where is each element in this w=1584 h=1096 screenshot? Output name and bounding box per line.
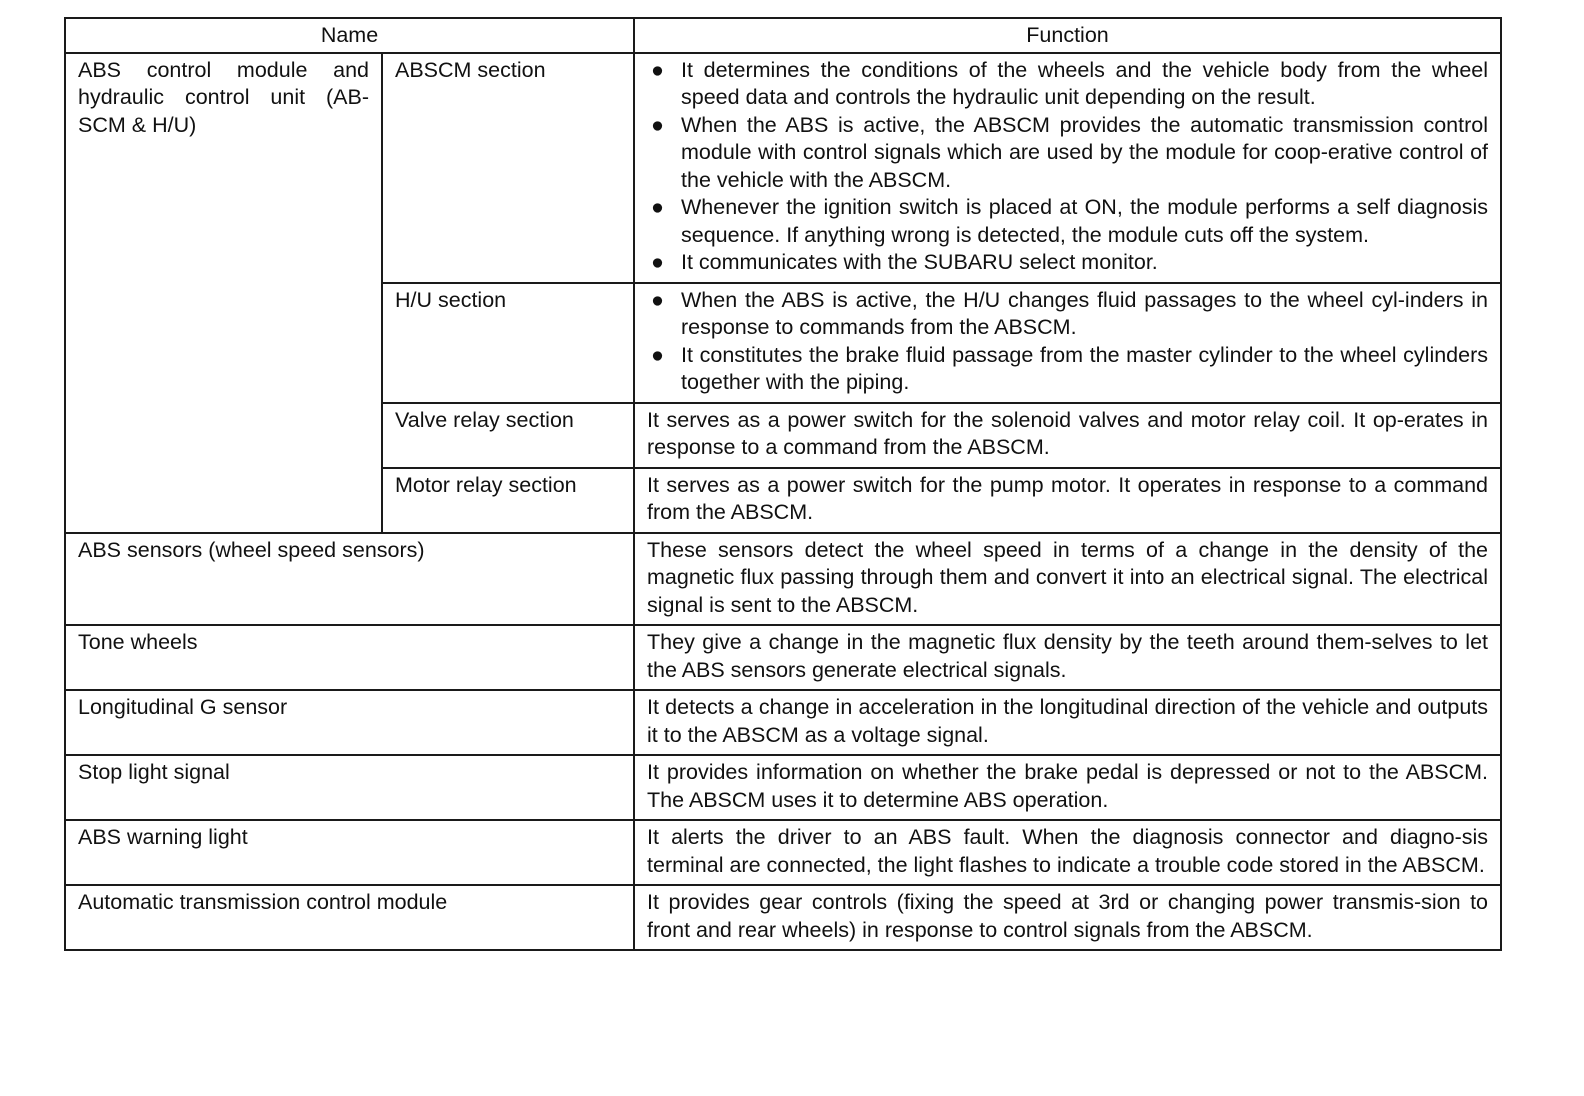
name-cell: Longitudinal G sensor [65, 690, 634, 755]
function-cell: It detects a change in acceleration in the longitudinal direction of the vehicle and outputs it to the ABSCM as a voltage signal. [634, 690, 1501, 755]
table-row [65, 533, 1501, 626]
name-cell: Stop light signal [65, 755, 634, 820]
function-cell: They give a change in the magnetic flux density by the teeth around them-selves to let the ABS sensors generate electrical signals. [634, 625, 1501, 690]
section-name-cell: Valve relay section [382, 403, 634, 468]
bullet-icon: ● [651, 250, 665, 274]
bullet-icon: ● [651, 112, 665, 137]
bullet-icon: ● [651, 287, 665, 312]
component-function-table [64, 17, 1502, 951]
table-row [65, 885, 1501, 950]
function-cell: These sensors detect the wheel speed in terms of a change in the density of the magnetic flux passing through them and convert it into an electrical signal. The electrical signal is sent to the ABSCM. [634, 533, 1501, 626]
table-row [65, 690, 1501, 755]
table-row [65, 53, 1501, 283]
name-column-header: Name [65, 18, 634, 53]
function-cell: It serves as a power switch for the pump motor. It operates in response to a command from the ABSCM. [634, 468, 1501, 533]
bullet-list [647, 57, 1488, 277]
name-cell: Tone wheels [65, 625, 634, 690]
bullet-item: ● It constitutes the brake fluid passage from the master cylinder to the wheel cylinders together with the piping. [651, 342, 1489, 394]
function-cell: It provides information on whether the brake pedal is depressed or not to the ABSCM. The ABSCM uses it to determine ABS operation. [634, 755, 1501, 820]
table-row [65, 755, 1501, 820]
name-cell: ABS warning light [65, 820, 634, 885]
function-cell: It alerts the driver to an ABS fault. When the diagnosis connector and diagno-sis terminal are connected, the light flashes to indicate a trouble code stored in the ABSCM. [634, 820, 1501, 885]
bullet-list [647, 287, 1488, 397]
bullet-icon: ● [651, 342, 665, 367]
table-row [65, 625, 1501, 690]
bullet-item: ● Whenever the ignition switch is placed at ON, the module performs a self diagnosis sequence. If anything wrong is detected, the module cuts off the system. [651, 195, 1489, 247]
name-cell: ABS sensors (wheel speed sensors) [65, 533, 634, 626]
bullet-item: ● It communicates with the SUBARU select monitor. [647, 249, 1488, 277]
function-cell [634, 53, 1501, 283]
function-cell: It serves as a power switch for the solenoid valves and motor relay coil. It op-erates in response to a command from the ABSCM. [634, 403, 1501, 468]
function-cell: It provides gear controls (fixing the speed at 3rd or changing power transmis-sion to front and rear wheels) in response to control signals from the ABSCM. [634, 885, 1501, 950]
bullet-item: ● It determines the conditions of the wheels and the vehicle body from the wheel speed data and controls the hydraulic unit depending on the result. [651, 57, 1489, 109]
section-name-cell: Motor relay section [382, 468, 634, 533]
function-cell [634, 283, 1501, 403]
name-cell: Automatic transmission control module [65, 885, 634, 950]
bullet-icon: ● [651, 57, 665, 82]
function-column-header: Function [634, 18, 1501, 53]
table-row [65, 820, 1501, 885]
group-name-cell: ABS control module and hydraulic control unit (AB-SCM & H/U) [65, 53, 382, 533]
section-name-cell: ABSCM section [382, 53, 634, 283]
bullet-icon: ● [651, 195, 665, 219]
section-name-cell: H/U section [382, 283, 634, 403]
header-row [65, 18, 1501, 53]
bullet-item: ● When the ABS is active, the ABSCM provides the automatic transmission control module with control signals which are used by the module for coop-erative control of the vehicle with the ABSCM. [651, 112, 1489, 192]
bullet-item: ● When the ABS is active, the H/U changes fluid passages to the wheel cyl-inders in response to commands from the ABSCM. [651, 287, 1489, 339]
